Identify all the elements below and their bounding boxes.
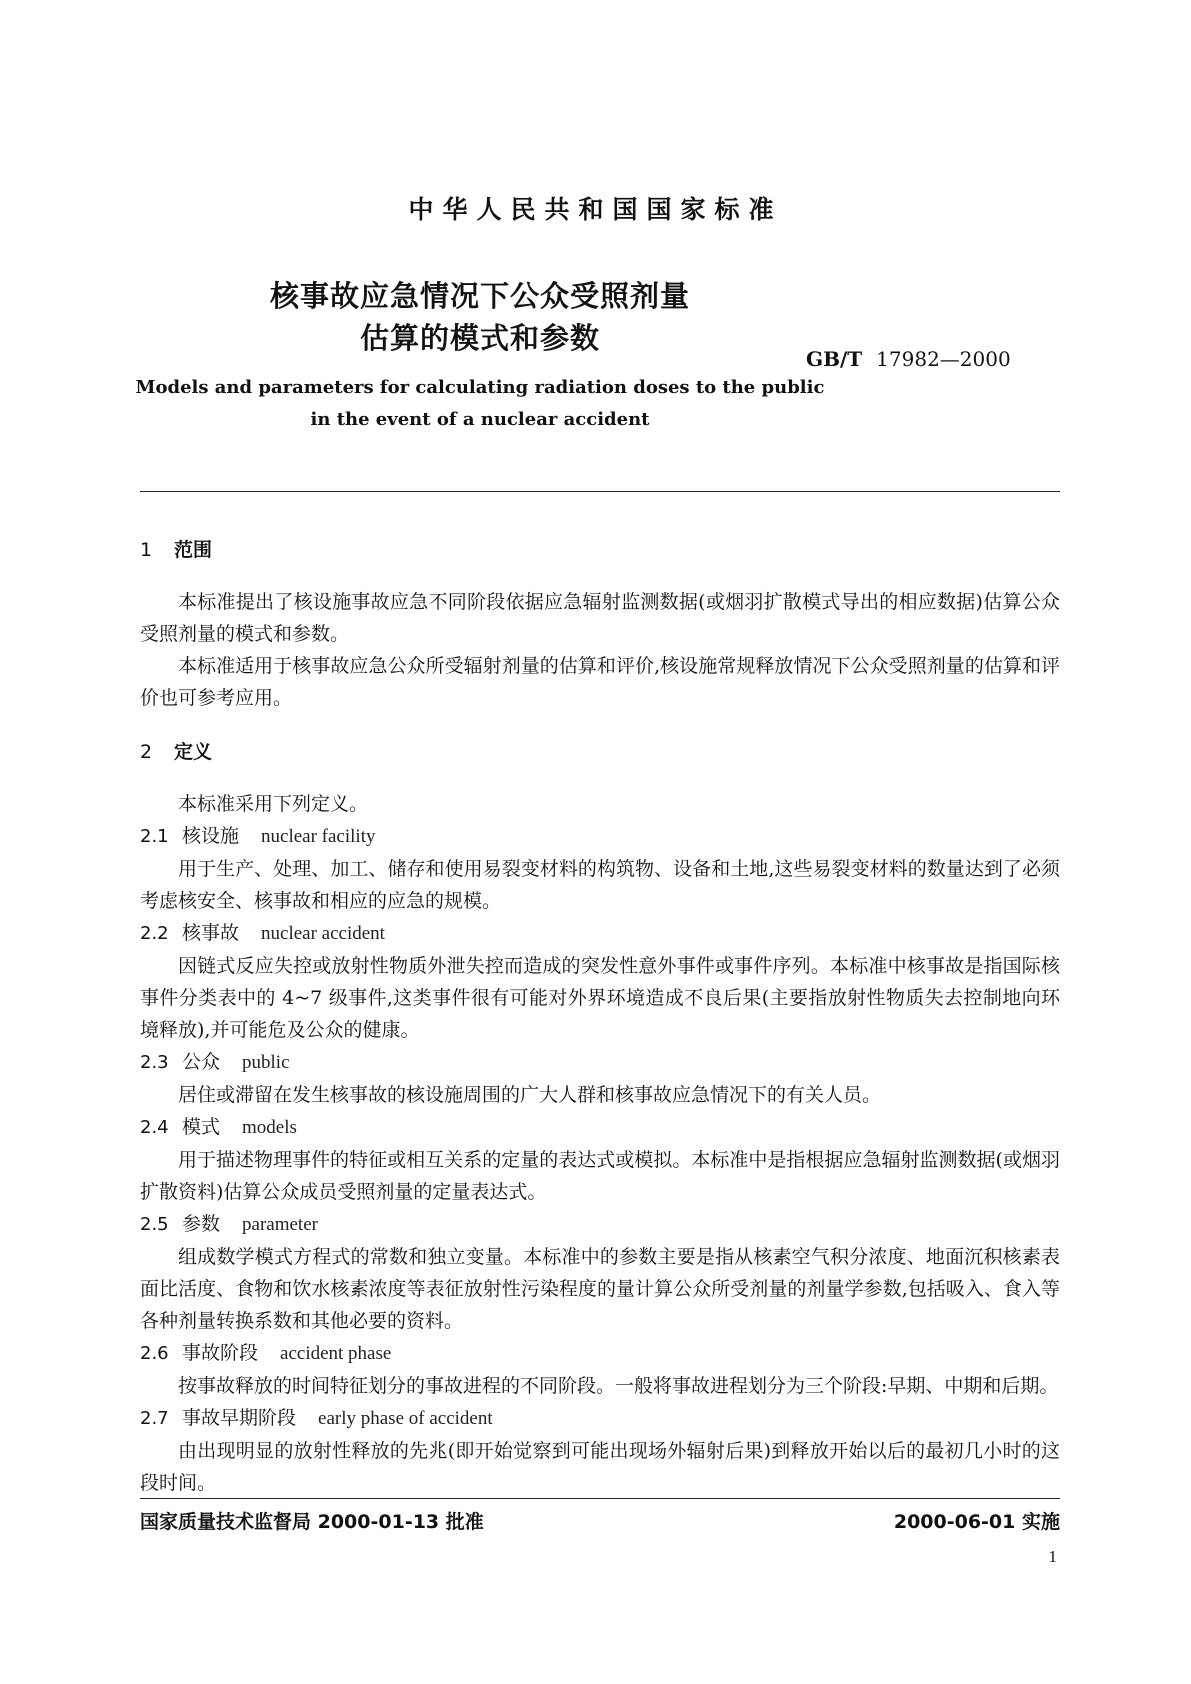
definition-number: 2.6: [140, 1343, 169, 1364]
definition-number: 2.5: [140, 1214, 169, 1235]
definition-item: [140, 1337, 1060, 1402]
definition-term-zh: 核事故: [182, 922, 240, 944]
standard-code: 17982—2000: [876, 347, 1011, 371]
definition-text: 用于描述物理事件的特征或相互关系的定量的表达式或模拟。本标准中是指根据应急辐射监测数据(或烟羽扩散资料)估算公众成员受照剂量的定量表达式。: [140, 1149, 1060, 1203]
title-en-line2: in the event of a nuclear accident: [310, 409, 650, 430]
definition-term-zh: 公众: [182, 1051, 221, 1073]
definition-text: 组成数学模式方程式的常数和独立变量。本标准中的参数主要是指从核素空气积分浓度、地面沉积核素表面比活度、食物和饮水核素浓度等表征放射性污染程度的量计算公众所受剂量的剂量学参数,包括吸入、食入等各种剂量转换系数和其他必要的资料。: [140, 1246, 1060, 1332]
definition-text: 用于生产、处理、加工、储存和使用易裂变材料的构筑物、设备和土地,这些易裂变材料的数量达到了必须考虑核安全、核事故和相应的应急的规模。: [140, 858, 1060, 912]
definition-heading: [140, 1402, 1060, 1435]
definition-term-en: parameter: [242, 1214, 318, 1235]
paragraph: 本标准采用下列定义。: [178, 793, 369, 815]
definition-heading: [140, 820, 1060, 853]
definition-term-en: nuclear accident: [261, 923, 385, 944]
approval-info: 国家质量技术监督局 2000-01-13 批准: [140, 1511, 484, 1533]
definition-heading: [140, 1046, 1060, 1079]
definition-term-zh: 事故早期阶段: [182, 1407, 297, 1429]
definition-term-en: accident phase: [280, 1343, 392, 1364]
definition-item: [140, 820, 1060, 917]
definition-number: 2.1: [140, 826, 169, 847]
definition-text: 因链式反应失控或放射性物质外泄失控而造成的突发性意外事件或事件序列。本标准中核事故是指国际核事件分类表中的 4~7 级事件,这类事件很有可能对外界环境造成不良后果(主要指放射性物质失去控制地向环境释放),并可能危及公众的健康。: [140, 955, 1060, 1041]
definition-term-en: public: [242, 1052, 290, 1073]
definition-term-zh: 参数: [182, 1213, 221, 1235]
definition-term-en: nuclear facility: [261, 826, 376, 847]
definition-number: 2.4: [140, 1117, 169, 1138]
definition-number: 2.3: [140, 1052, 169, 1073]
national-standard-heading: 中华人民共和国国家标准: [408, 195, 783, 224]
section-title: 范围: [174, 539, 213, 561]
definition-heading: [140, 1337, 1060, 1370]
definition-text: 按事故释放的时间特征划分的事故进程的不同阶段。一般将事故进程划分为三个阶段:早期、中期和后期。: [178, 1375, 1059, 1397]
definition-heading: [140, 1111, 1060, 1144]
title-zh-line1: 核事故应急情况下公众受照剂量: [269, 279, 690, 313]
definition-item: [140, 917, 1060, 1046]
definition-text: 由出现明显的放射性释放的先兆(即开始觉察到可能出现场外辐射后果)到释放开始以后的最初几小时的这段时间。: [140, 1440, 1060, 1494]
definition-number: 2.2: [140, 923, 169, 944]
footer-divider: [140, 1498, 1060, 1499]
definition-item: [140, 1111, 1060, 1208]
header-divider: [140, 491, 1060, 492]
definition-item: [140, 1402, 1060, 1499]
standard-prefix: GB/T: [806, 347, 863, 371]
definition-number: 2.7: [140, 1408, 169, 1429]
section-heading-scope: [140, 536, 1060, 564]
section-number: 2: [140, 741, 153, 763]
page-number: 1: [1048, 1547, 1057, 1566]
definition-heading: [140, 917, 1060, 950]
section-heading-definitions: [140, 738, 1060, 766]
implementation-date: 2000-06-01 实施: [893, 1511, 1060, 1533]
definition-heading: [140, 1208, 1060, 1241]
title-zh-line2: 估算的模式和参数: [359, 321, 600, 355]
paragraph: 本标准适用于核事故应急公众所受辐射剂量的估算和评价,核设施常规释放情况下公众受照剂量的估算和评价也可参考应用。: [140, 655, 1060, 709]
definition-term-zh: 事故阶段: [182, 1342, 259, 1364]
definition-term-en: early phase of accident: [318, 1408, 493, 1429]
paragraph: 本标准提出了核设施事故应急不同阶段依据应急辐射监测数据(或烟羽扩散模式导出的相应数据)估算公众受照剂量的模式和参数。: [140, 591, 1060, 645]
definition-item: [140, 1208, 1060, 1337]
definition-term-zh: 模式: [182, 1116, 221, 1138]
definition-text: 居住或滞留在发生核事故的核设施周围的广大人群和核事故应急情况下的有关人员。: [178, 1084, 882, 1106]
definition-term-en: models: [242, 1117, 297, 1138]
section-number: 1: [140, 539, 153, 561]
definition-item: [140, 1046, 1060, 1111]
standard-number: [806, 347, 1011, 371]
title-en-line1: Models and parameters for calculating radiation doses to the public: [135, 377, 825, 398]
definition-term-zh: 核设施: [182, 825, 240, 847]
document-body: [140, 536, 1060, 1499]
section-title: 定义: [174, 741, 213, 763]
